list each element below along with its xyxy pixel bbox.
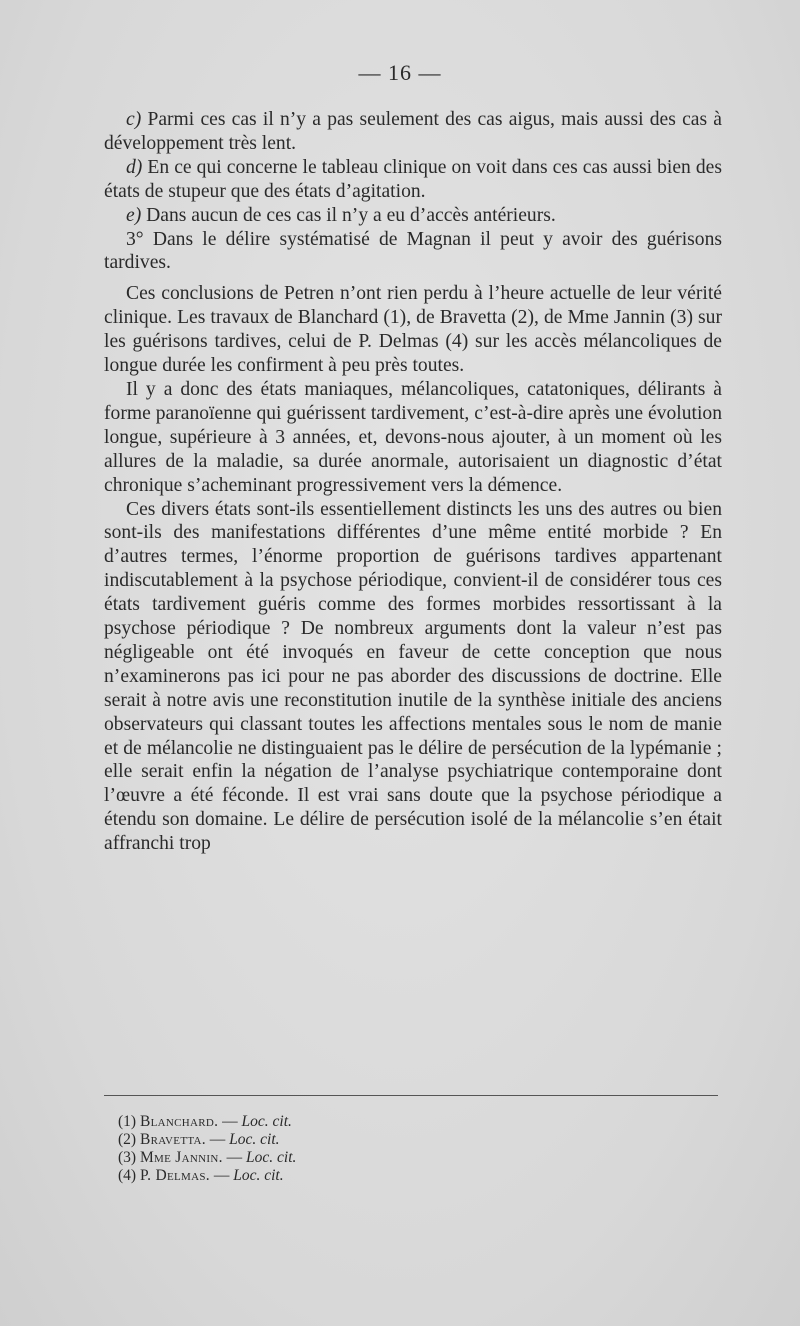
footnote-divider bbox=[104, 1095, 718, 1096]
footnotes bbox=[118, 1113, 618, 1185]
footnote-separator: — bbox=[218, 1113, 242, 1130]
footnote-number: (3) bbox=[118, 1149, 137, 1166]
footnote-author: P. Delmas. bbox=[139, 1167, 210, 1184]
footnote-author: Blanchard. bbox=[139, 1113, 219, 1130]
page-number: — 16 — bbox=[358, 60, 442, 85]
footnote-number: (1) bbox=[118, 1113, 137, 1130]
list-item-e bbox=[104, 204, 722, 228]
paragraph-etats: Il y a donc des états maniaques, mélancoliques, catatoniques, délirants à forme paranoïenne qui guérissent tardivement, c’est-à-dire après une évolution longue, supérieure à 3 années, et, devons-nous ajouter, à un moment où les allures de la maladie, sa durée anormale, autorisaient un diagnostic d’état chronique s’acheminant progressivement vers la démence. bbox=[104, 378, 722, 496]
footnote-separator: — bbox=[222, 1149, 247, 1166]
footnote-number: (2) bbox=[118, 1131, 137, 1148]
footnote-number: (4) bbox=[118, 1167, 137, 1184]
item-letter: d) bbox=[126, 156, 143, 178]
footnote bbox=[118, 1131, 618, 1149]
footnote bbox=[118, 1149, 618, 1167]
footnote-reference: Loc. cit. bbox=[246, 1149, 297, 1166]
footnote-reference: Loc. cit. bbox=[241, 1113, 292, 1130]
footnote bbox=[118, 1113, 618, 1131]
paragraph-magnan: 3° Dans le délire systématisé de Magnan il peut y avoir des guérisons tardives. bbox=[104, 228, 722, 274]
paragraph-conclusions: Ces conclusions de Petren n’ont rien perdu à l’heure actuelle de leur vérité clinique. Les travaux de Blanchard (1), de Bravetta (2), de Mme Jannin (3) sur les guérisons tardives, celui de P. Delmas (4) sur les accès mélancoliques de longue durée les confirment à peu près toutes. bbox=[104, 283, 722, 377]
footnote-separator: — bbox=[205, 1131, 230, 1148]
footnote-reference: Loc. cit. bbox=[233, 1167, 284, 1184]
item-text: En ce qui concerne le tableau clinique on voit dans ces cas aussi bien des états de stupeur que des états d’agitation. bbox=[104, 156, 722, 202]
footnote-author: Mme Jannin. bbox=[139, 1149, 223, 1166]
footnote-reference: Loc. cit. bbox=[229, 1131, 280, 1148]
footnote-author: Bravetta. bbox=[139, 1131, 206, 1148]
list-item-c bbox=[104, 108, 722, 156]
paragraph-divers-etats: Ces divers états sont-ils essentiellement distincts les uns des autres ou bien sont-ils des manifestations différentes d’une même entité morbide ? En d’autres termes, l’énorme proportion de guérisons tardives appartenant indiscutablement à la psychose périodique, convient-il de considérer tous ces états tardivement guéris comme des formes morbides ressortissant à la psychose périodique ? De nombreux arguments dont la valeur n’est pas négligeable ont été invoqués en faveur de cette conception que nous n’examinerons pas ici pour ne pas aborder des discussions de doctrine. Elle serait à notre avis une reconstitution inutile de la synthèse initiale des anciens observateurs qui classant toutes les affections mentales sous le nom de manie et de mélancolie ne distinguaient pas le délire de persécution de la lypémanie ; elle serait enfin la négation de l’analyse psychiatrique contemporaine dont l’œuvre a été féconde. Il est vrai sans doute que la psychose périodique a étendu son domaine. Le délire de persécution isolé de la mélancolie s’en était affranchi trop bbox=[104, 498, 722, 855]
item-text: Parmi ces cas il n’y a pas seulement des cas aigus, mais aussi des cas à développement très lent. bbox=[104, 109, 722, 154]
item-letter: e) bbox=[126, 204, 142, 226]
footnote-separator: — bbox=[209, 1167, 234, 1184]
item-text: Dans aucun de ces cas il n’y a eu d’accès antérieurs. bbox=[146, 204, 556, 226]
item-letter: c) bbox=[126, 109, 142, 130]
list-item-d bbox=[104, 156, 722, 204]
body-text bbox=[104, 108, 722, 856]
footnote bbox=[118, 1167, 618, 1185]
